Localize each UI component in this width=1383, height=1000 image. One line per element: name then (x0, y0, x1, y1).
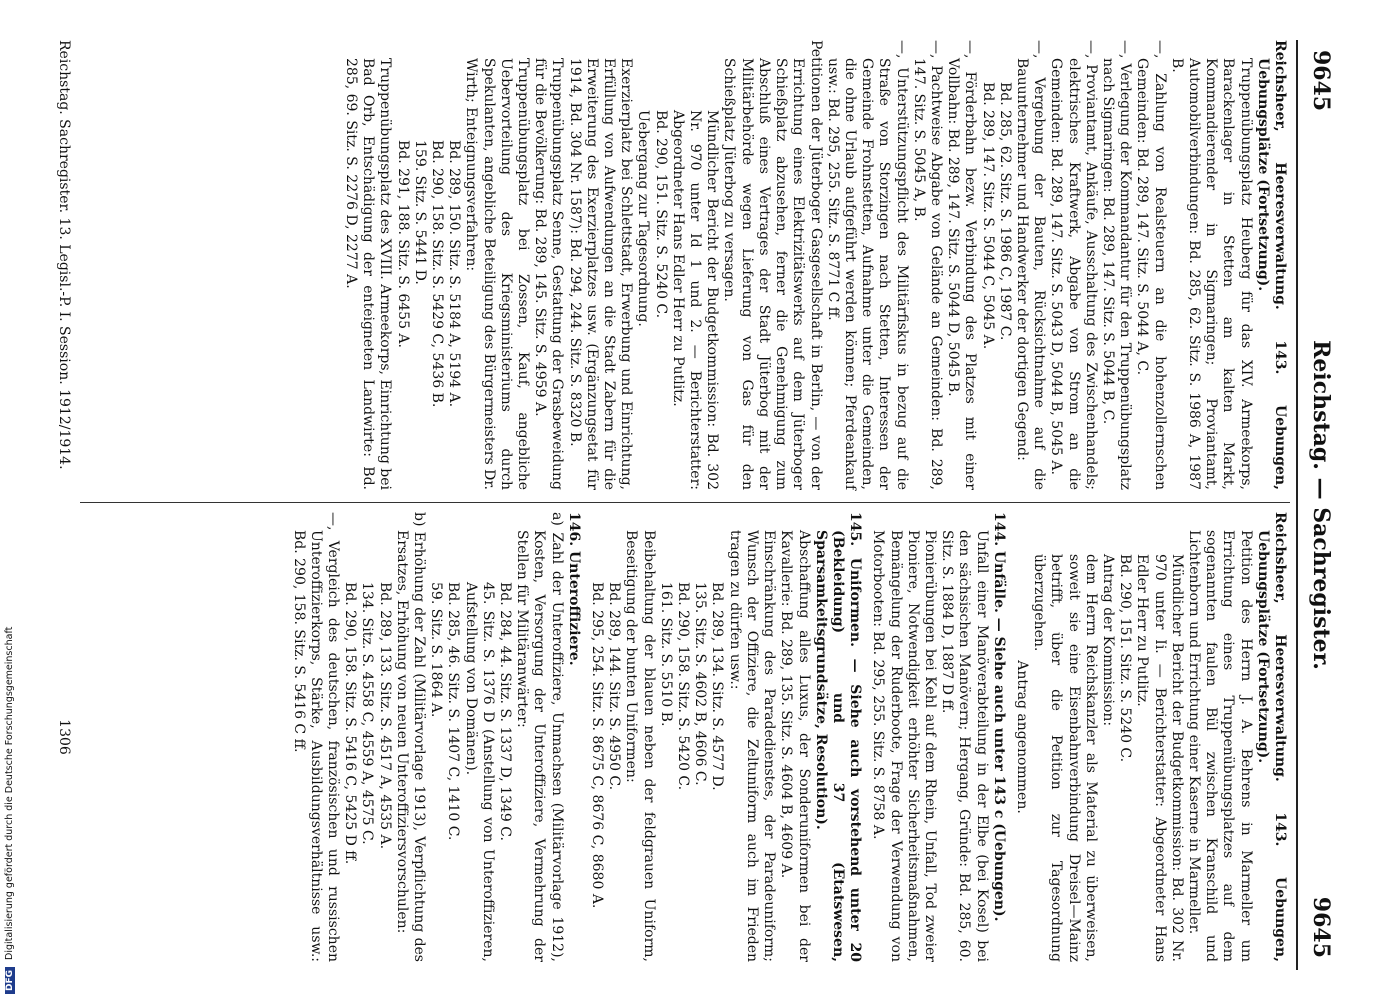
index-entry: —, Proviantamt, Ankäufe, Ausschaltung des Zwischenhandels; elektrisches Kraftwerk, Abgabe von Strom an die Gemeinden: Bd. 289, 147. Sitz. S. 5043 D, 5044 B, 5045 A. (1048, 40, 1099, 490)
index-entry: Exerzierplatz bei Schlettstadt, Erwerbung und Einrichtung, Erfüllung von Aufwendungen an die Stadt Zabern für die Erweiterung des Exerzierplatzes usw. (Ergänzungsetat für 1914, Bd. 304 Nr. 1587): Bd. 294, 244. Sitz. S. 8320 B. (566, 58, 635, 490)
left-column (342, 40, 1288, 490)
header-rule (1296, 40, 1298, 970)
index-entry: Bd. 284, 44. Sitz. S. 1337 D, 1349 C. (497, 582, 514, 841)
index-entry: —, Zahlung von Realsteuern an die hohenzollernschen Gemeinden: Bd. 289, 147. Sitz. S. 5044 A, C. (1134, 40, 1168, 490)
index-entry: Antrag der Kommission: (1099, 554, 1116, 727)
index-entry: Bd. 290, 151. Sitz. S. 5240 C. (652, 110, 669, 319)
index-entry: 45. Sitz. S. 1376 D (Anstellung von Unteroffizieren, Aufstellung von Domänen). (462, 582, 496, 962)
index-entry: Truppenübungsplatz bei Zossen, Kauf, angebliche Uebervorteilung des Kriegsministeriums durch Spekulanten, angebliche Beteiligung des Bürgermeisters Dr. Wirth; Enteignungsverfahren: (463, 58, 532, 490)
index-entry: Bd. 289, 133. Sitz. S. 4517 A, 4535 A. (376, 582, 393, 850)
index-entry: Bd. 289, 147. Sitz. S. 5044 C, 5045 A. (979, 82, 996, 350)
index-entry: Bd. 295, 254. Sitz. S. 8675 C, 8676 C, 8680 A. (589, 582, 606, 909)
index-entry: Bd. 289, 134. Sitz. S. 4577 D. (709, 582, 726, 791)
page-number-right: 9645 (1308, 896, 1334, 958)
dfg-logo: DFG (5, 967, 15, 994)
index-entry: b) Erhöhung der Zahl (Militärvorlage 1913), Verpflichtung des Ersatzes, Erhöhung von neuen Unteroffiziersvorschulen: (393, 512, 428, 962)
section-heading: 145. Uniformen. — Siehe auch vorstehend unter 20 (Bekleidung) und 37 (Etatswesen, Sparsamkeitsgrundsätze, Resolution). (812, 512, 864, 962)
index-entry: 134. Sitz. S. 4558 C, 4559 A, 4575 C. (359, 582, 376, 845)
index-entry: Bd. 285, 46. Sitz. S. 1407 C, 1410 C. (445, 582, 462, 841)
right-column (289, 512, 1288, 962)
index-entry: Bd. 290, 158. Sitz. S. 5416 C, 5425 D ff. (342, 582, 359, 865)
index-entry: —, Unterstützungspflicht des Militärfiskus in bezug auf die Straße von Storzingen nach Stetten, Interessen der Gemeinde Frohnstetten, Aufnahme unter die Gemeinden, die ohne Urlaub aufgeführt werden können; Pferdeankauf usw.: Bd. 295, 255. Sitz. S. 8771 C ff. (824, 40, 910, 490)
section-heading: 144. Unfälle. — Siehe auch unter 143 c (Uebungen). (990, 512, 1007, 922)
credit-text: Digitalisierung gefördert durch die Deutsche Forschungsgemeinschaft (4, 626, 15, 960)
index-entry: Petition des Herrn J. A. Behrens in Marmeller um Errichtung eines Truppenübungsplatzes auf dem sogenannten faulen Bül zwischen Kranschild und Lichtenborn und Errichtung einer Kaserne in Marmeller. (1185, 530, 1254, 962)
index-entry: Bd. 290, 158. Sitz. S. 5420 C. (675, 582, 692, 791)
section-heading: Reichsheer, Heeresverwaltung. 143. Uebungen, Uebungsplätze (Fortsetzung). (1254, 512, 1288, 962)
index-entry: Unfall einer Manöverabteilung in der Elbe (bei Kosel) bei den sächsischen Manövern; Hergang, Gründe: Bd. 285, 60. Sitz. S. 1884 D, 1887 D ff. (939, 530, 990, 962)
index-entry: Pionierübungen bei Kehl auf dem Rhein, Unfall, Tod zweier Pioniere, Notwendigkeit erhöhter Sicherheitsmaßnahmen, Bemängelung der Ruderboote, Frage der Verwendung von Motorbooten: Bd. 295, 255. Sitz. S. 8758 A. (870, 530, 938, 962)
index-entry: 59. Sitz. S. 1864 A. (428, 582, 445, 718)
digitization-credit (4, 4, 18, 994)
index-entry: 135. Sitz. S. 4602 B, 4606 C. (692, 582, 709, 786)
index-entry: dem Herrn Reichskanzler als Material zu überweisen, soweit sie eine Eisenbahnverbindung Dreisel—Mainz betrifft, über die Petition zur Tagesordnung überzugehen. (1031, 554, 1099, 962)
index-entry: Einschränkung des Paradedienstes, der Paradeuniform; Wunsch der Offiziere, die Zeltuniform auch im Frieden tragen zu dürfen usw.: (726, 530, 778, 962)
footer-left: Reichstag. Sachregister. 13. Legisl.-P. I. Session. 1912/1914. (56, 40, 72, 470)
running-title: Reichstag. — Sachregister. (1308, 340, 1334, 670)
index-entry: Abschaffung alles Luxus, der Sonderuniformen bei der Kavallerie: Bd. 289, 135. Sitz. S. 4604 B, 4609 A. (778, 530, 812, 962)
index-entry: Bd. 290, 158. Sitz. S. 5429 C, 5436 B. (429, 140, 446, 408)
index-entry: 161. Sitz. S. 5510 B. (657, 582, 674, 727)
index-entry: Bd. 289, 144. Sitz. S. 4950 C. (606, 582, 623, 791)
index-entry: Mündlicher Bericht der Budgetkommission: Bd. 302 Nr. 970 unter Id 1 und 2. — Berichterstatter: Abgeordneter Hans Edler Herr zu Putlitz. (669, 110, 721, 490)
index-entry: —, Vergebung der Bauten, Rücksichtnahme auf die Bauunternehmer und Handwerker der dortigen Gegend: (1013, 40, 1048, 490)
index-entry: 159. Sitz. S. 5441 D. (411, 140, 428, 285)
footer-page-number: 1306 (56, 719, 72, 755)
column-divider (80, 502, 1290, 503)
index-entry: a) Zahl der Unteroffiziere, Unmachsen (Militärvorlage 1912), Kosten, Versorgung der Unteroffiziere, Vermehrung der Stellen für Militäranwärter: (514, 512, 565, 962)
index-entry: —, Vergleich des deutschen, französischen und russischen Unteroffizierkorps, Stärke, Ausbildungsverhältnisse usw.: Bd. 290, 158. Sitz. S. 5416 C ff. (290, 512, 342, 962)
index-entry: Bd. 289, 150. Sitz. S. 5184 A, 5194 A. (446, 140, 463, 408)
index-entry: Bd. 285, 62. Sitz. S. 1986 C, 1987 C. (996, 82, 1013, 341)
index-entry: Antrag angenommen. (1013, 660, 1030, 814)
section-heading: Reichsheer, Heeresverwaltung. 143. Uebungen, Uebungsplätze (Fortsetzung). (1254, 40, 1288, 490)
index-entry: Truppenübungsplatz Senne, Gestattung der Grasbeweidung für die Bevölkerung: Bd. 289, 145. Sitz. S. 4959 A. (532, 58, 566, 490)
index-entry: Bd. 290, 151. Sitz. S. 5240 C. (1117, 554, 1134, 763)
index-entry: Bd. 291, 188. Sitz. S. 6455 A. (394, 140, 411, 348)
index-entry: —, Förderbahn bezw. Verbindung des Platzes mit einer Vollbahn: Bd. 289, 147. Sitz. S. 5044 D, 5045 B. (945, 40, 979, 490)
section-heading: 146. Unteroffiziere. (565, 512, 582, 666)
index-entry: Mündlicher Bericht der Budgetkommission: Bd. 302 Nr. 970 unter Ii. — Berichterstatter: Abgeordneter Hans Edler Herr zu Putlitz. (1134, 554, 1185, 962)
index-entry: —, Verlegung der Kommandantur für den Truppenübungsplatz nach Sigmaringen: Bd. 289, 147. Sitz. S. 5044 B, C. (1099, 40, 1134, 490)
page-number-left: 9645 (1308, 50, 1334, 112)
index-entry: —, Pachtweise Abgabe von Gelände an Gemeinden: Bd. 289, 147. Sitz. S. 5045 A, B. (910, 40, 944, 490)
index-entry: Uebergang zur Tagesordnung. (635, 110, 652, 327)
index-entry: Truppenübungsplatz des XVIII. Armeekorps, Einrichtung bei Bad Orb, Entschädigung der enteigneten Landwirte: Bd. 285, 69. Sitz. S. 2276 D, 2277 A. (343, 58, 394, 490)
index-entry: Beibehaltung der blauen neben der feldgrauen Uniform, Beseitigung der bunten Uniformen: (623, 530, 657, 962)
index-entry: Truppenübungsplatz Heuberg für das XIV. Armeekorps, Barackenlager in Stetten am kalten Markt, Kommandierender in Sigmaringen; Proviantamt, Automobilverbindungen: Bd. 285, 62. Sitz. S. 1986 A, 1987 B. (1168, 58, 1254, 490)
index-entry: Petitionen der Jüterboger Gasgesellschaft in Berlin, — von der Errichtung eines Elektrizitätswerks auf dem Jüterboger Schießplatz abzusehen, ferner die Genehmigung zum Abschluß eines Vertrages der Stadt Jüterbog mit der Militärbehörde wegen Lieferung von Gas für den Schießplatz Jüterbog zu versagen. (721, 40, 824, 490)
running-header (1302, 40, 1340, 970)
rotated-document-page (50, 40, 1340, 970)
